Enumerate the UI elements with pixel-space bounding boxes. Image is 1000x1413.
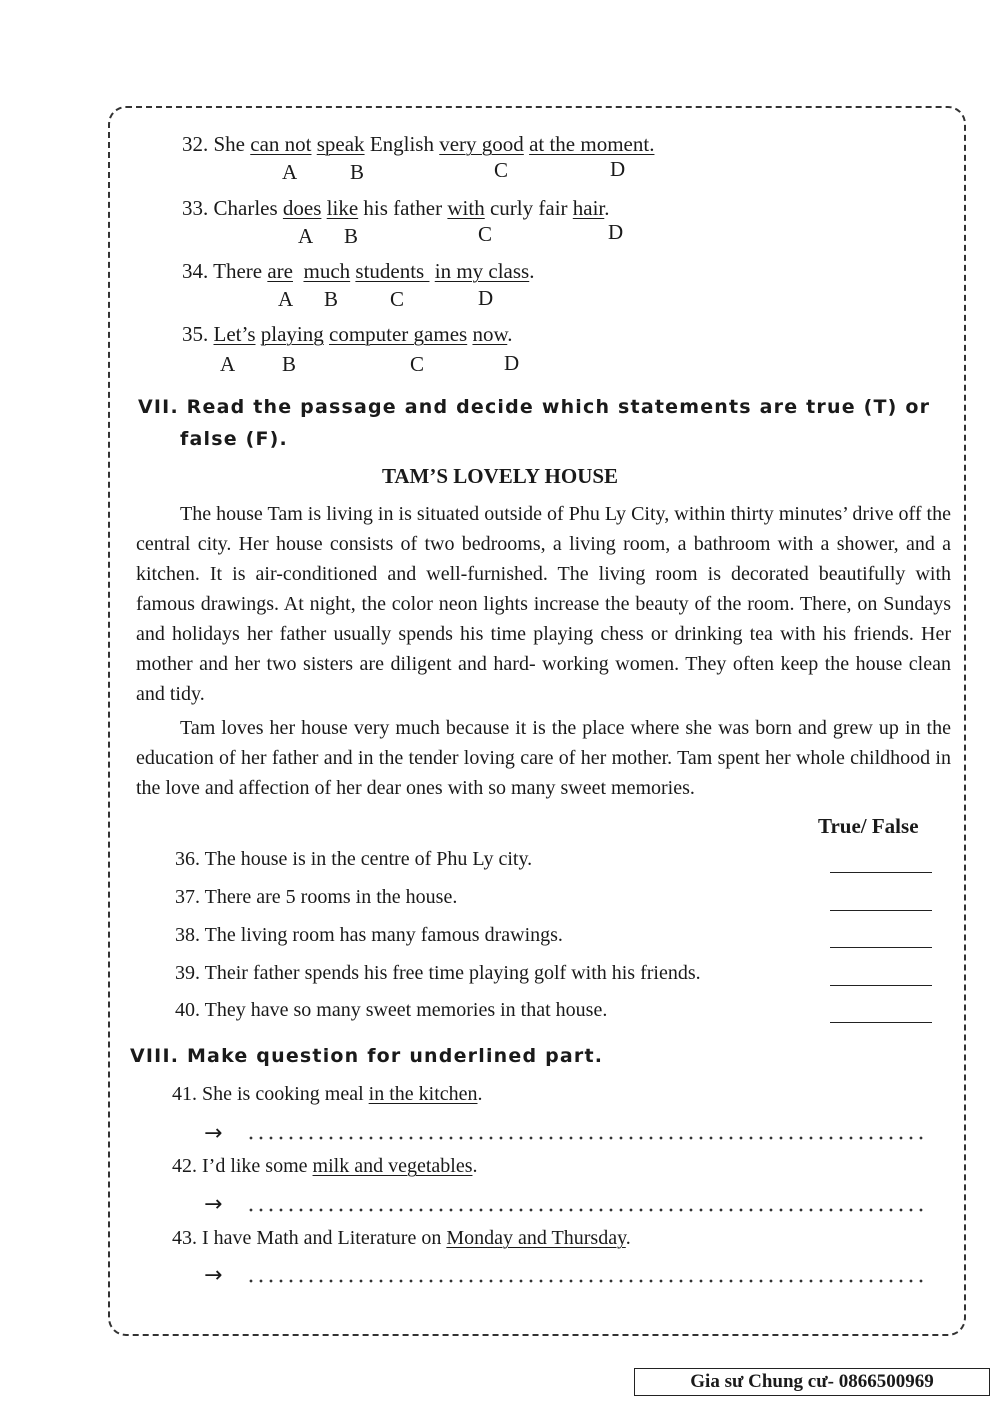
option-letter-a: A	[220, 352, 236, 376]
text: .	[507, 322, 513, 346]
text	[293, 259, 304, 283]
underlined-option-c: students	[355, 259, 430, 283]
underlined-option-c: computer games	[329, 322, 468, 346]
statement-40: 40. They have so many sweet memories in that house.	[175, 999, 608, 1021]
passage-paragraph-2: Tam loves her house very much because it is the place where she was born and grew up in the education of her father and in the tender loving care of her mother. Tam spent her whole childhood in the love and affection of her dear ones with so many sweet memories.	[136, 717, 951, 799]
option-letter-d: D	[608, 220, 624, 244]
arrow-icon: →	[204, 1263, 223, 1288]
option-letter-a: A	[282, 160, 298, 184]
footer-contact-box: Gia sư Chung cư- 0866500969	[634, 1368, 990, 1396]
option-letter-b: B	[282, 352, 297, 376]
option-letter-b: B	[344, 224, 359, 248]
text: curly fair	[484, 196, 573, 220]
option-letter-a: A	[298, 224, 314, 248]
text: 41. She is cooking meal	[172, 1083, 369, 1105]
option-letter-a: A	[278, 287, 294, 311]
text: English	[364, 132, 440, 156]
underlined-option-a: Let’s	[213, 322, 256, 346]
question-number: 34.	[182, 259, 209, 283]
answer-blank-40[interactable]	[830, 1022, 932, 1023]
text: his father	[358, 196, 448, 220]
statement-36: 36. The house is in the centre of Phu Ly city.	[175, 848, 533, 870]
answer-line-42[interactable]	[246, 1206, 928, 1214]
question-number: 35.	[182, 322, 209, 346]
answer-blank-39[interactable]	[830, 985, 932, 986]
option-letter-d: D	[478, 286, 494, 310]
option-letter-d: D	[504, 351, 520, 375]
question-number: 32.	[182, 132, 209, 156]
option-letter-c: C	[410, 352, 425, 376]
underlined-option-d: at the moment.	[529, 132, 655, 156]
underlined-option-a: are	[267, 259, 293, 283]
question-32	[182, 132, 654, 157]
statement-39: 39. Their father spends his free time playing golf with his friends.	[175, 962, 701, 984]
text: .	[477, 1083, 483, 1105]
text: There	[213, 259, 268, 283]
option-letter-d: D	[610, 157, 626, 181]
option-letter-c: C	[390, 287, 405, 311]
text: 43. I have Math and Literature on	[172, 1227, 447, 1249]
passage-paragraph-1: The house Tam is living in is situated outside of Phu Ly City, within thirty minutes’ drive off the central city. Her house consists of two bedrooms, a living room, a bathroom with a shower, and a kitchen. It is air-conditioned and well-furnished. The living room is decorated beautifully with famous drawings. At night, the color neon lights increase the beauty of the room. There, on Sundays and holidays her father usually spends his time playing chess or drinking tea with his friends. Her mother and her two sisters are diligent and hard- working women. They often keep the house clean and tidy.	[136, 503, 951, 705]
text: .	[604, 196, 610, 220]
underlined-option-b: like	[326, 196, 359, 220]
question-42	[172, 1155, 477, 1178]
question-43	[172, 1227, 631, 1250]
underlined-part: in the kitchen	[368, 1083, 478, 1105]
passage-title: TAM’S LOVELY HOUSE	[381, 464, 619, 488]
underlined-option-c: very good	[439, 132, 524, 156]
text: .	[625, 1227, 631, 1249]
text: .	[472, 1155, 478, 1177]
arrow-icon: →	[204, 1121, 223, 1146]
text: 42. I’d like some	[172, 1155, 313, 1177]
question-34	[182, 259, 534, 284]
text: Charles	[213, 196, 283, 220]
option-letter-b: B	[324, 287, 339, 311]
underlined-option-d: now	[472, 322, 508, 346]
underlined-option-d: hair	[572, 196, 605, 220]
true-false-header: True/ False	[818, 814, 919, 838]
text: .	[529, 259, 535, 283]
option-letter-c: C	[494, 158, 509, 182]
underlined-part: Monday and Thursday	[446, 1227, 626, 1249]
underlined-part: milk and vegetables	[312, 1155, 473, 1177]
arrow-icon: →	[204, 1192, 223, 1217]
underlined-option-b: much	[303, 259, 351, 283]
section-7-heading: VII. Read the passage and decide which statements are true (T) or	[138, 396, 931, 418]
answer-blank-38[interactable]	[830, 947, 932, 948]
option-letter-b: B	[350, 160, 365, 184]
answer-line-41[interactable]	[246, 1134, 928, 1142]
underlined-option-a: does	[282, 196, 322, 220]
answer-blank-36[interactable]	[830, 872, 932, 873]
underlined-option-b: speak	[316, 132, 365, 156]
section-8-heading: VIII. Make question for underlined part.	[130, 1045, 604, 1067]
statement-37: 37. There are 5 rooms in the house.	[175, 886, 458, 908]
underlined-option-a: can not	[250, 132, 312, 156]
answer-blank-37[interactable]	[830, 910, 932, 911]
question-number: 33.	[182, 196, 209, 220]
underlined-option-d: in my class	[434, 259, 530, 283]
question-35	[182, 322, 513, 347]
question-41	[172, 1083, 483, 1106]
underlined-option-c: with	[447, 196, 485, 220]
answer-line-43[interactable]	[246, 1277, 928, 1285]
option-letter-c: C	[478, 222, 493, 246]
statement-38: 38. The living room has many famous drawings.	[175, 924, 563, 946]
question-33	[182, 196, 610, 221]
underlined-option-b: playing	[260, 322, 324, 346]
text: She	[213, 132, 251, 156]
section-7-heading-cont: false (F).	[180, 428, 288, 450]
